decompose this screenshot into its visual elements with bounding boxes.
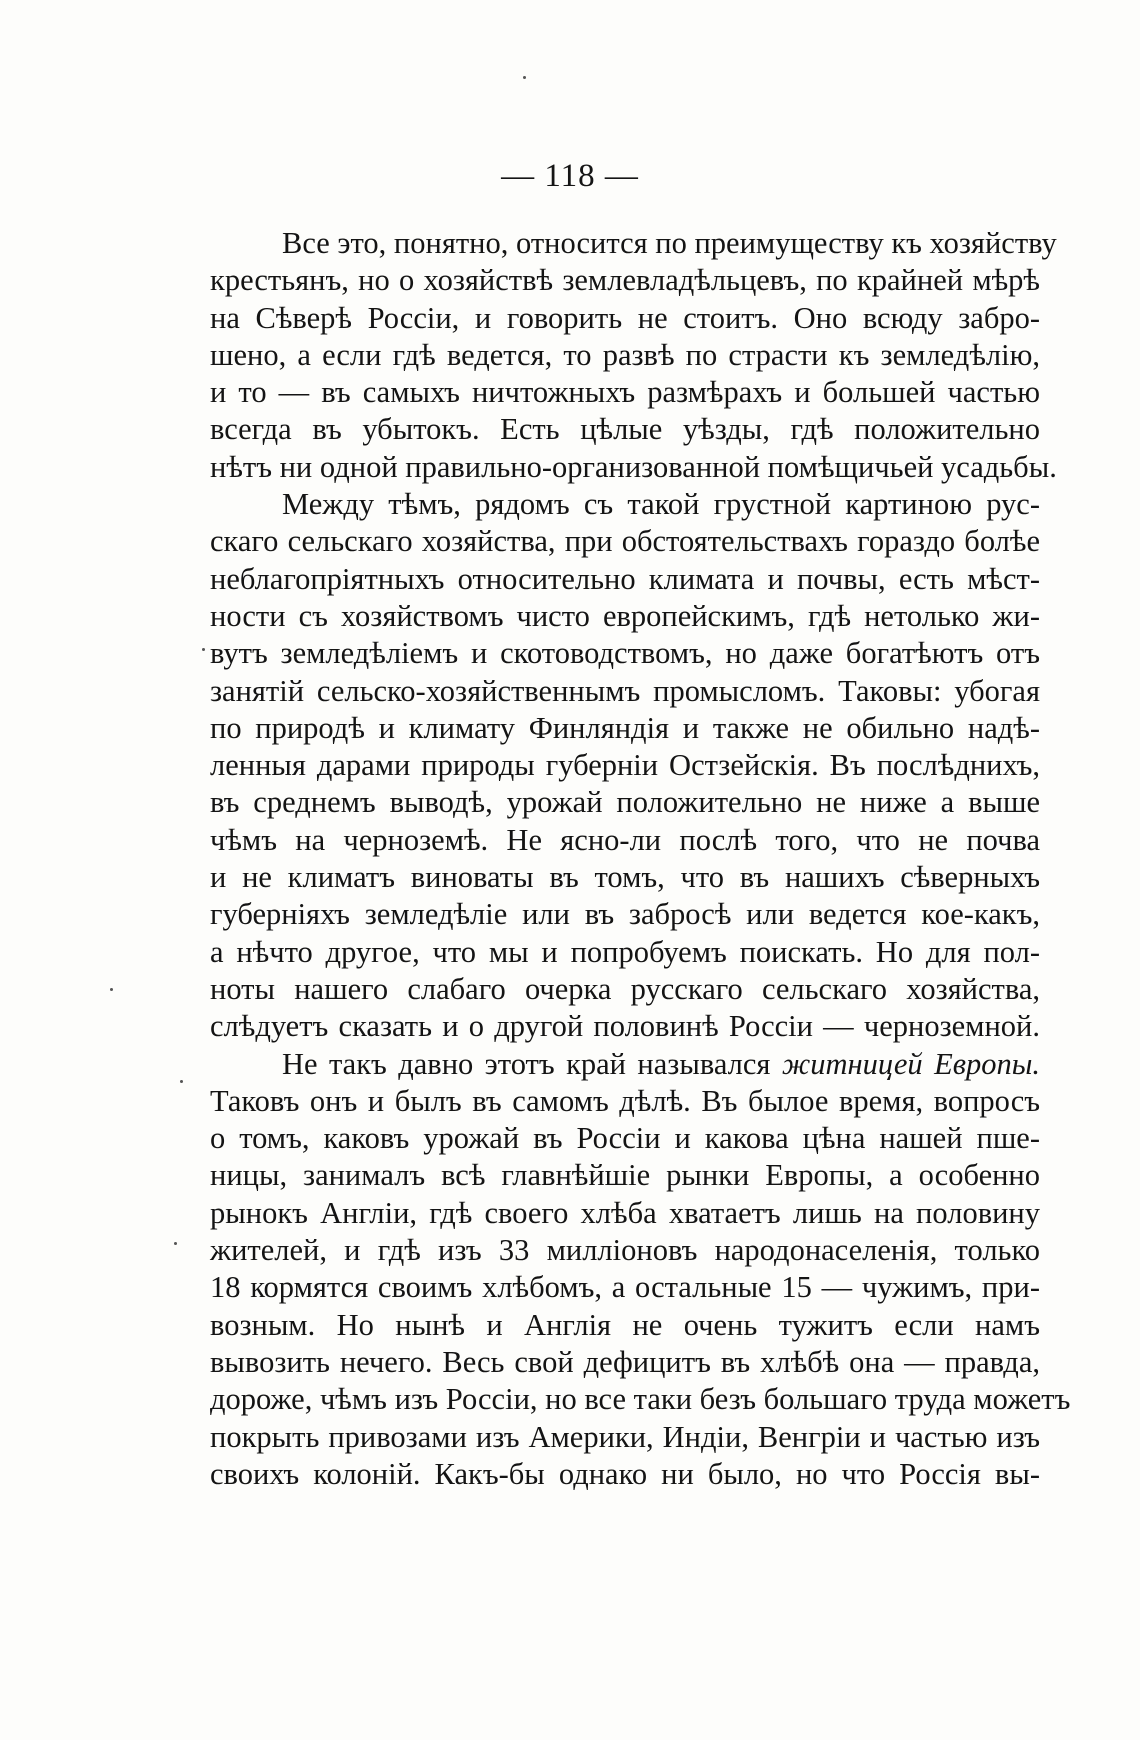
text-line: и то — въ самыхъ ничтожныхъ размѣрахъ и большей частью bbox=[210, 375, 1040, 410]
text-line: ленныя дарами природы губерніи Остзейскія. Въ послѣднихъ, bbox=[210, 748, 1040, 783]
text-line: дороже, чѣмъ изъ Россіи, но все таки безъ большаго труда можетъ bbox=[210, 1382, 1071, 1417]
text-line: своихъ колоній. Какъ-бы однако ни было, но что Россія вы- bbox=[210, 1456, 1040, 1491]
text-line: ницы, занималъ всѣ главнѣйшіе рынки Европы, а особенно bbox=[210, 1158, 1040, 1193]
text-line: губерніяхъ земледѣліе или въ забросѣ или ведется кое-какъ, bbox=[210, 897, 1040, 932]
text-line: по природѣ и климату Финляндія и также не обильно надѣ- bbox=[210, 710, 1040, 745]
paragraph-1 bbox=[210, 225, 1057, 486]
text-line: въ среднемъ выводѣ, урожай положительно не ниже а выше bbox=[210, 785, 1040, 820]
print-speck bbox=[110, 988, 113, 991]
print-speck bbox=[523, 76, 526, 79]
print-speck bbox=[174, 1242, 177, 1245]
text-line: крестьянъ, но о хозяйствѣ землевладѣльцевъ, по крайней мѣрѣ bbox=[210, 263, 1040, 298]
text-line: рынокъ Англіи, гдѣ своего хлѣба хватаетъ лишь на половину bbox=[210, 1195, 1040, 1230]
text-line: ности съ хозяйствомъ чисто европейскимъ, гдѣ нетолько жи- bbox=[210, 598, 1040, 633]
text-line: на Сѣверѣ Россіи, и говорить не стоитъ. Оно всюду забро- bbox=[210, 300, 1040, 335]
italic-phrase: житницей Европы. bbox=[781, 1046, 1040, 1081]
text-line: вутъ земледѣліемъ и скотоводствомъ, но даже богатѣютъ отъ bbox=[210, 636, 1040, 671]
text-line: Между тѣмъ, рядомъ съ такой грустной картиною рус- bbox=[282, 487, 1040, 522]
text-line: ноты нашего слабаго очерка русскаго сельскаго хозяйства, bbox=[210, 971, 1040, 1006]
text-line: покрыть привозами изъ Америки, Индіи, Венгріи и частью изъ bbox=[210, 1419, 1040, 1454]
print-speck bbox=[202, 648, 205, 651]
text-line: всегда въ убытокъ. Есть цѣлые уѣзды, гдѣ положительно bbox=[210, 412, 1040, 447]
text-line: Таковъ онъ и былъ въ самомъ дѣлѣ. Въ былое время, вопросъ bbox=[210, 1083, 1040, 1118]
text-line: возным. Но нынѣ и Англія не очень тужитъ если намъ bbox=[210, 1307, 1040, 1342]
text-line: неблагопріятныхъ относительно климата и почвы, есть мѣст- bbox=[210, 561, 1040, 596]
text-line: шено, а если гдѣ ведется, то развѣ по страсти къ земледѣлію, bbox=[210, 337, 1040, 372]
text-line: а нѣчто другое, что мы и попробуемъ поискать. Но для пол- bbox=[210, 934, 1040, 969]
text-line: и не климатъ виноваты въ томъ, что въ нашихъ сѣверныхъ bbox=[210, 860, 1040, 895]
text-line: занятій сельско-хозяйственнымъ промысломъ. Таковы: убогая bbox=[210, 673, 1040, 708]
text-line: 18 кормятся своимъ хлѣбомъ, а остальные 15 — чужимъ, при- bbox=[210, 1270, 1040, 1305]
text-line: слѣдуетъ сказать и о другой половинѣ Россіи — черноземной. bbox=[210, 1009, 1040, 1044]
text-line: скаго сельскаго хозяйства, при обстоятельствахъ гораздо болѣе bbox=[210, 524, 1040, 559]
text-line: вывозить нечего. Весь свой дефицитъ въ хлѣбѣ она — правда, bbox=[210, 1344, 1040, 1379]
text-run: Не такъ давно этотъ край назывался bbox=[282, 1046, 782, 1081]
text-line: Все это, понятно, относится по преимуществу къ хозяйству bbox=[282, 226, 1057, 260]
text-line: жителей, и гдѣ изъ 33 милліоновъ народонаселенія, только bbox=[210, 1233, 1040, 1268]
text-line: нѣтъ ни одной правильно-организованной помѣщичьей усадьбы. bbox=[210, 449, 1057, 484]
text-line: чѣмъ на черноземѣ. Не ясно-ли послѣ того, что не почва bbox=[210, 822, 1040, 857]
paragraph-2 bbox=[210, 486, 1040, 1045]
text-line: о томъ, каковъ урожай въ Россіи и какова цѣна нашей пше- bbox=[210, 1121, 1040, 1156]
page-number: — 118 — bbox=[501, 158, 639, 194]
text-line bbox=[210, 1046, 1040, 1083]
print-speck bbox=[180, 1080, 183, 1083]
body-text bbox=[210, 225, 1071, 1493]
paragraph-3 bbox=[210, 1046, 1071, 1494]
